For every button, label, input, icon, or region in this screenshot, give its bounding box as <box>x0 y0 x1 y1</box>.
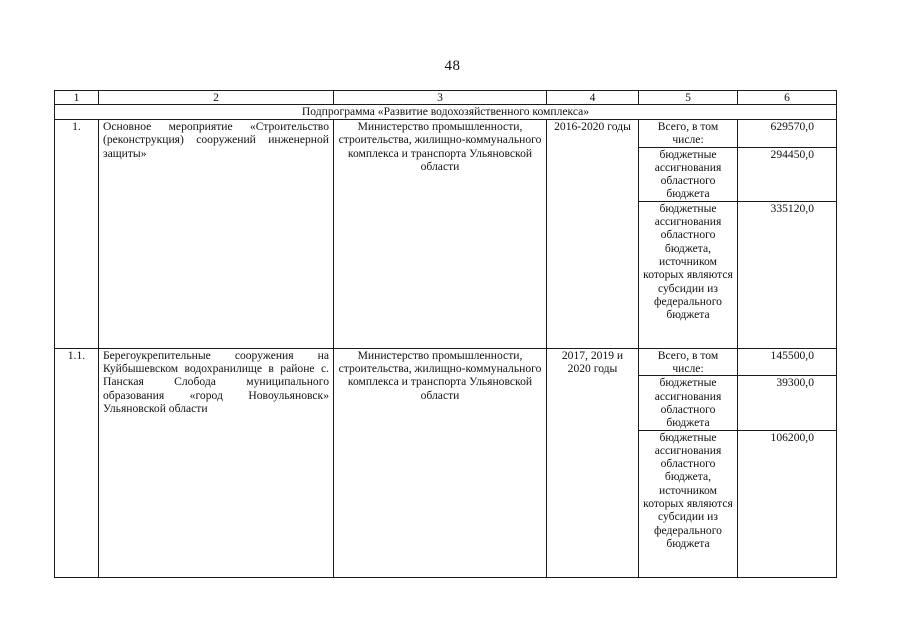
row-description: Берегоукрепительные сооружения на Куйбышевском водохранилище в районе с. Панская Слобода муниципального образования «город Новоульяновск» Ульяновской области <box>99 348 334 577</box>
subprogram-title: Подпрограмма «Развитие водохозяйственного комплекса» <box>55 105 837 120</box>
funding-amount-regional: 294450,0 <box>738 147 837 201</box>
funding-amount-total: 145500,0 <box>738 348 837 376</box>
funding-source-federal: бюджетные ассигнования областного бюджета, источником которых являются субсидии из федерального бюджета <box>639 430 738 577</box>
column-number: 5 <box>639 91 738 105</box>
row-description: Основное мероприятие «Строительство (реконструкция) сооружений инженерной защиты» <box>99 120 334 349</box>
row-years: 2017, 2019 и 2020 годы <box>547 348 639 577</box>
column-number: 4 <box>547 91 639 105</box>
table-row <box>55 120 837 148</box>
column-number: 3 <box>334 91 547 105</box>
row-number: 1. <box>55 120 99 349</box>
funding-source-regional: бюджетные ассигнования областного бюджета <box>639 376 738 430</box>
subprogram-row <box>55 105 837 120</box>
row-responsible: Министерство промышленности, строительства, жилищно-коммунального комплекса и транспорта Ульяновской области <box>334 120 547 349</box>
row-years: 2016-2020 годы <box>547 120 639 349</box>
column-number: 1 <box>55 91 99 105</box>
row-responsible: Министерство промышленности, строительства, жилищно-коммунального комплекса и транспорта Ульяновской области <box>334 348 547 577</box>
funding-amount-federal: 106200,0 <box>738 430 837 577</box>
column-number: 2 <box>99 91 334 105</box>
funding-amount-regional: 39300,0 <box>738 376 837 430</box>
funding-source-total: Всего, в том числе: <box>639 348 738 376</box>
funding-source-federal: бюджетные ассигнования областного бюджета, источником которых являются субсидии из федерального бюджета <box>639 201 738 348</box>
funding-amount-federal: 335120,0 <box>738 201 837 348</box>
funding-amount-total: 629570,0 <box>738 120 837 148</box>
table-row <box>55 348 837 376</box>
page-number: 48 <box>444 58 461 74</box>
column-number-row <box>55 91 837 105</box>
row-number: 1.1. <box>55 348 99 577</box>
funding-source-regional: бюджетные ассигнования областного бюджета <box>639 147 738 201</box>
budget-table <box>54 90 837 578</box>
funding-source-total: Всего, в том числе: <box>639 120 738 148</box>
column-number: 6 <box>738 91 837 105</box>
